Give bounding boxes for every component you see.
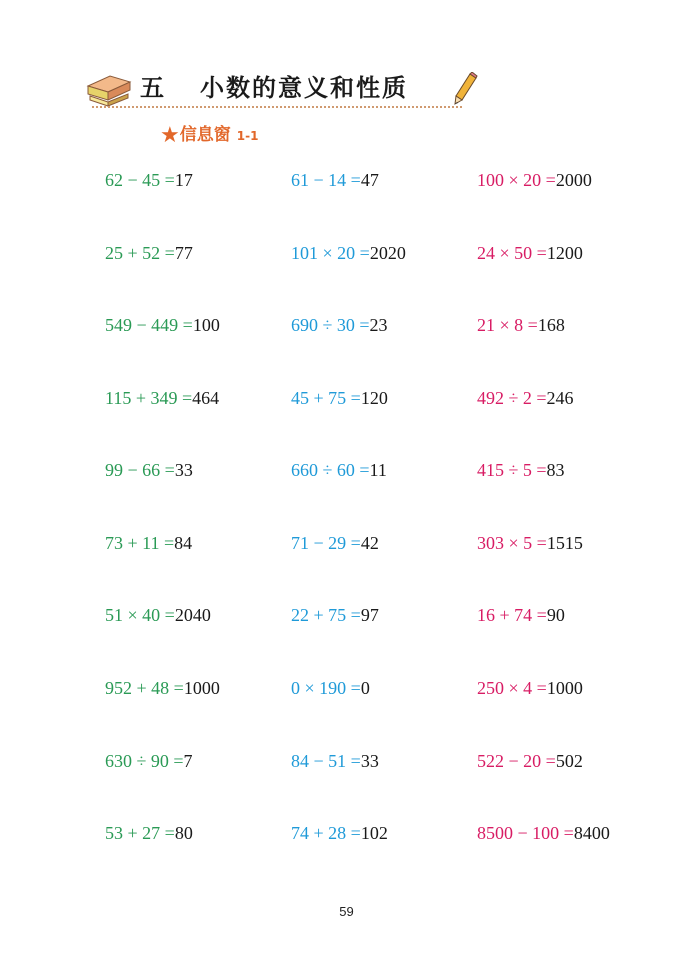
problem-answer: 8400 xyxy=(573,823,610,843)
problem-item xyxy=(105,388,219,409)
problem-row xyxy=(0,460,693,490)
problem-row xyxy=(0,315,693,345)
problem-item xyxy=(105,533,192,554)
problem-item xyxy=(105,751,193,772)
problem-answer: 464 xyxy=(192,388,220,408)
problem-item xyxy=(477,678,583,699)
problem-answer: 102 xyxy=(360,823,388,843)
problem-expression: 100 × 20 = xyxy=(477,170,556,190)
problem-row xyxy=(0,605,693,635)
problem-expression: 22 + 75 = xyxy=(291,605,361,625)
problem-answer: 80 xyxy=(174,823,193,843)
problem-expression: 62 − 45 = xyxy=(105,170,175,190)
problem-item xyxy=(105,243,193,264)
problem-item xyxy=(291,605,379,626)
problem-expression: 549 − 449 = xyxy=(105,315,193,335)
problem-row xyxy=(0,823,693,853)
problem-answer: 33 xyxy=(360,751,379,771)
problem-expression: 53 + 27 = xyxy=(105,823,175,843)
problem-expression: 8500 − 100 = xyxy=(477,823,574,843)
section-code: 1-1 xyxy=(236,129,259,143)
problem-answer: 84 xyxy=(174,533,193,553)
problem-expression: 51 × 40 = xyxy=(105,605,175,625)
problem-answer: 0 xyxy=(360,678,370,698)
problem-answer: 168 xyxy=(537,315,565,335)
problem-expression: 303 × 5 = xyxy=(477,533,547,553)
section-label xyxy=(160,120,258,148)
page-number: 59 xyxy=(339,904,354,919)
problem-expression: 690 ÷ 30 = xyxy=(291,315,370,335)
problem-item xyxy=(477,460,565,481)
problem-answer: 42 xyxy=(360,533,379,553)
problem-row xyxy=(0,751,693,781)
problem-expression: 952 + 48 = xyxy=(105,678,184,698)
problem-expression: 73 + 11 = xyxy=(105,533,175,553)
problem-expression: 630 ÷ 90 = xyxy=(105,751,184,771)
problem-answer: 90 xyxy=(546,605,565,625)
problem-expression: 74 + 28 = xyxy=(291,823,361,843)
problem-answer: 2040 xyxy=(174,605,211,625)
problem-answer: 83 xyxy=(546,460,565,480)
problem-row xyxy=(0,170,693,200)
problem-expression: 250 × 4 = xyxy=(477,678,547,698)
problem-expression: 61 − 14 = xyxy=(291,170,361,190)
problem-item xyxy=(105,315,220,336)
star-icon: ★ xyxy=(160,123,180,148)
problem-answer: 17 xyxy=(174,170,193,190)
problem-answer: 246 xyxy=(546,388,574,408)
problem-item xyxy=(291,460,387,481)
problem-answer: 47 xyxy=(360,170,379,190)
problem-answer: 1515 xyxy=(546,533,583,553)
problem-expression: 24 × 50 = xyxy=(477,243,547,263)
problem-answer: 33 xyxy=(174,460,193,480)
problem-answer: 2000 xyxy=(555,170,592,190)
problem-item xyxy=(291,533,379,554)
problem-answer: 1000 xyxy=(546,678,583,698)
problem-expression: 660 ÷ 60 = xyxy=(291,460,370,480)
problem-expression: 84 − 51 = xyxy=(291,751,361,771)
unit-title xyxy=(140,68,408,103)
header-divider xyxy=(92,106,462,108)
problem-item xyxy=(105,170,193,191)
problem-item xyxy=(477,170,592,191)
problem-item xyxy=(291,315,388,336)
problem-expression: 45 + 75 = xyxy=(291,388,361,408)
problem-answer: 97 xyxy=(360,605,379,625)
problem-answer: 1000 xyxy=(183,678,220,698)
problem-item xyxy=(477,243,583,264)
problem-expression: 115 + 349 = xyxy=(105,388,193,408)
problem-item xyxy=(477,605,565,626)
problem-item xyxy=(477,823,610,844)
section-name: 信息窗 xyxy=(179,125,231,145)
problem-answer: 120 xyxy=(360,388,388,408)
problem-expression: 522 − 20 = xyxy=(477,751,556,771)
books-icon xyxy=(86,72,132,108)
problem-expression: 21 × 8 = xyxy=(477,315,538,335)
problem-item xyxy=(477,315,565,336)
problem-item xyxy=(291,388,388,409)
problem-row xyxy=(0,388,693,418)
problem-expression: 71 − 29 = xyxy=(291,533,361,553)
problem-expression: 492 ÷ 2 = xyxy=(477,388,547,408)
problem-answer: 100 xyxy=(192,315,220,335)
problem-item xyxy=(477,533,583,554)
problem-answer: 502 xyxy=(555,751,583,771)
problem-item xyxy=(105,823,193,844)
problem-item xyxy=(291,243,406,264)
problem-answer: 7 xyxy=(183,751,193,771)
problem-row xyxy=(0,243,693,273)
problem-expression: 16 + 74 = xyxy=(477,605,547,625)
pencil-icon xyxy=(452,72,478,106)
problem-item xyxy=(291,170,379,191)
problem-expression: 0 × 190 = xyxy=(291,678,361,698)
problem-answer: 77 xyxy=(174,243,193,263)
problem-item xyxy=(291,678,370,699)
problem-row xyxy=(0,533,693,563)
problem-expression: 25 + 52 = xyxy=(105,243,175,263)
problem-answer: 23 xyxy=(369,315,388,335)
problem-item xyxy=(477,388,574,409)
problem-item xyxy=(477,751,583,772)
problem-row xyxy=(0,678,693,708)
problem-item xyxy=(291,751,379,772)
unit-title-text: 小数的意义和性质 xyxy=(200,74,408,102)
problem-answer: 11 xyxy=(369,460,387,480)
problem-answer: 2020 xyxy=(369,243,406,263)
problem-item xyxy=(105,460,193,481)
problem-item xyxy=(105,678,220,699)
problem-item xyxy=(105,605,211,626)
problem-expression: 415 ÷ 5 = xyxy=(477,460,547,480)
problem-expression: 99 − 66 = xyxy=(105,460,175,480)
unit-number: 五 xyxy=(140,74,166,102)
problem-expression: 101 × 20 = xyxy=(291,243,370,263)
problem-item xyxy=(291,823,388,844)
problem-answer: 1200 xyxy=(546,243,583,263)
